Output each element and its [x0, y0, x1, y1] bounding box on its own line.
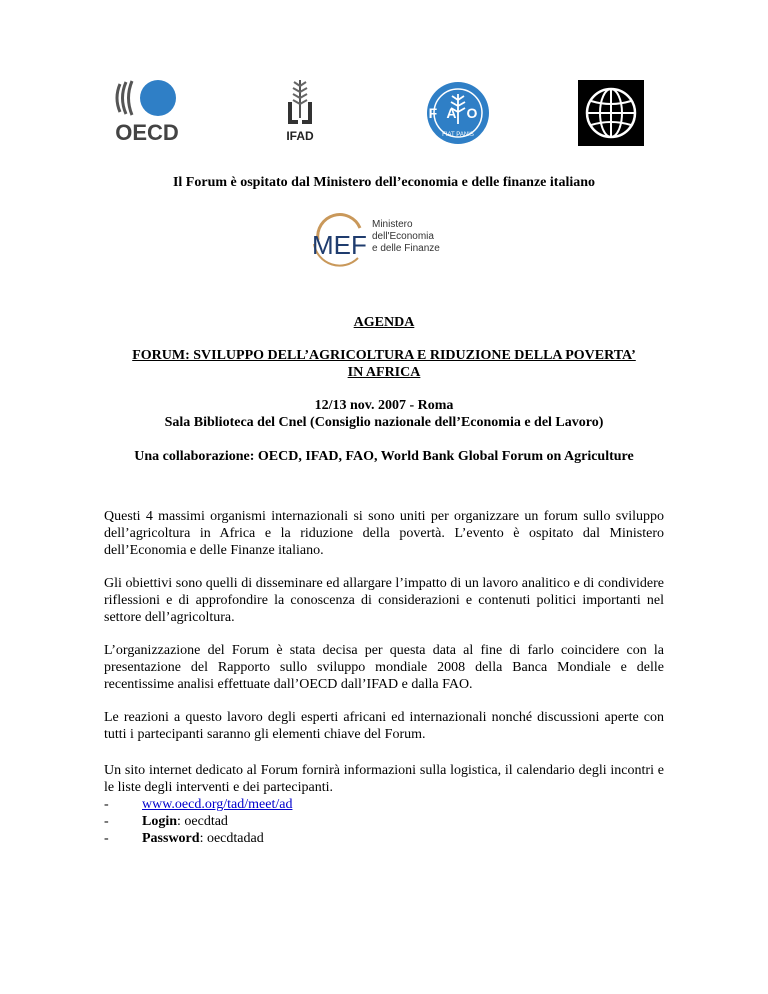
paragraph-reactions: [104, 709, 664, 743]
forum-title-line2: IN AFRICA: [347, 365, 421, 380]
fao-logo: [425, 80, 491, 146]
mef-wordmark: MEF: [312, 230, 367, 260]
forum-url-link[interactable]: www.oecd.org/tad/meet/ad: [142, 797, 293, 812]
mef-label-line1: Ministero: [372, 219, 413, 230]
login-value: : oecdtad: [177, 814, 228, 829]
venue-line: Sala Biblioteca del Cnel (Consiglio nazionale dell’Economia e del Lavoro): [164, 415, 604, 430]
agenda-heading: AGENDA: [353, 315, 415, 330]
fao-wordmark: FAO: [428, 105, 488, 121]
password-label: Password: [142, 831, 200, 846]
paragraph-timing: [104, 642, 664, 693]
paragraph-website: [104, 762, 664, 796]
collaboration-line: Una collaborazione: OECD, IFAD, FAO, World Bank Global Forum on Agriculture: [134, 449, 634, 464]
paragraph-website-text: Un sito internet dedicato al Forum fornirà informazioni sulla logistica, il calendario degli incontri e le liste degli interventi e dei partecipanti.: [104, 763, 664, 795]
list-dash: -: [104, 797, 109, 812]
host-line: Il Forum è ospitato dal Ministero dell’economia e delle finanze italiano: [172, 175, 596, 190]
paragraph-timing-text: L’organizzazione del Forum è stata decisa per questa data al fine di farlo coincidere con la presentazione del Rapporto sullo sviluppo mondiale 2008 della Banca Mondiale e delle recentissime analisi effettuate dall’OECD dall’IFAD e dalla FAO.: [104, 643, 664, 692]
paragraph-intro-text: Questi 4 massimi organismi internazionali si sono uniti per organizzare un forum sullo sviluppo dell’agricoltura in Africa e la riduzione della povertà. L’evento è ospitato dal Ministero dell’Economia e delle Finanze italiano.: [104, 509, 664, 558]
world-bank-logo: [578, 80, 644, 146]
login-label: Login: [142, 814, 178, 829]
password-value: : oecdtadad: [199, 831, 264, 846]
ifad-logo: [278, 78, 322, 146]
oecd-wordmark: OECD: [115, 120, 179, 145]
fao-motto: FIAT PANIS: [442, 132, 474, 138]
oecd-logo: [112, 78, 182, 146]
mef-label-line3: e delle Finanze: [372, 243, 440, 254]
paragraph-reactions-text: Le reazioni a questo lavoro degli esperti africani ed internazionali nonché discussioni aperte con tutti i partecipanti saranno gli elementi chiave del Forum.: [104, 710, 664, 742]
partner-logos: [0, 78, 768, 150]
paragraph-intro: [104, 508, 664, 559]
list-dash: -: [104, 831, 109, 846]
list-dash: -: [104, 814, 109, 829]
mef-label-line2: dell'Economia: [372, 231, 434, 242]
forum-title-line1: FORUM: SVILUPPO DELL’AGRICOLTURA E RIDUZIONE DELLA POVERTA’: [132, 348, 636, 363]
paragraph-objectives-text: Gli obiettivi sono quelli di disseminare ed allargare l’impatto di un lavoro analitico e di condividere riflessioni e di approfondire la conoscenza di considerazioni e contenuti politici importanti nel settore dell’agricoltura.: [104, 576, 664, 625]
ifad-wordmark: IFAD: [286, 129, 314, 143]
paragraph-objectives: [104, 575, 664, 626]
mef-label: [372, 219, 440, 255]
date-line: 12/13 nov. 2007 - Roma: [314, 398, 454, 413]
